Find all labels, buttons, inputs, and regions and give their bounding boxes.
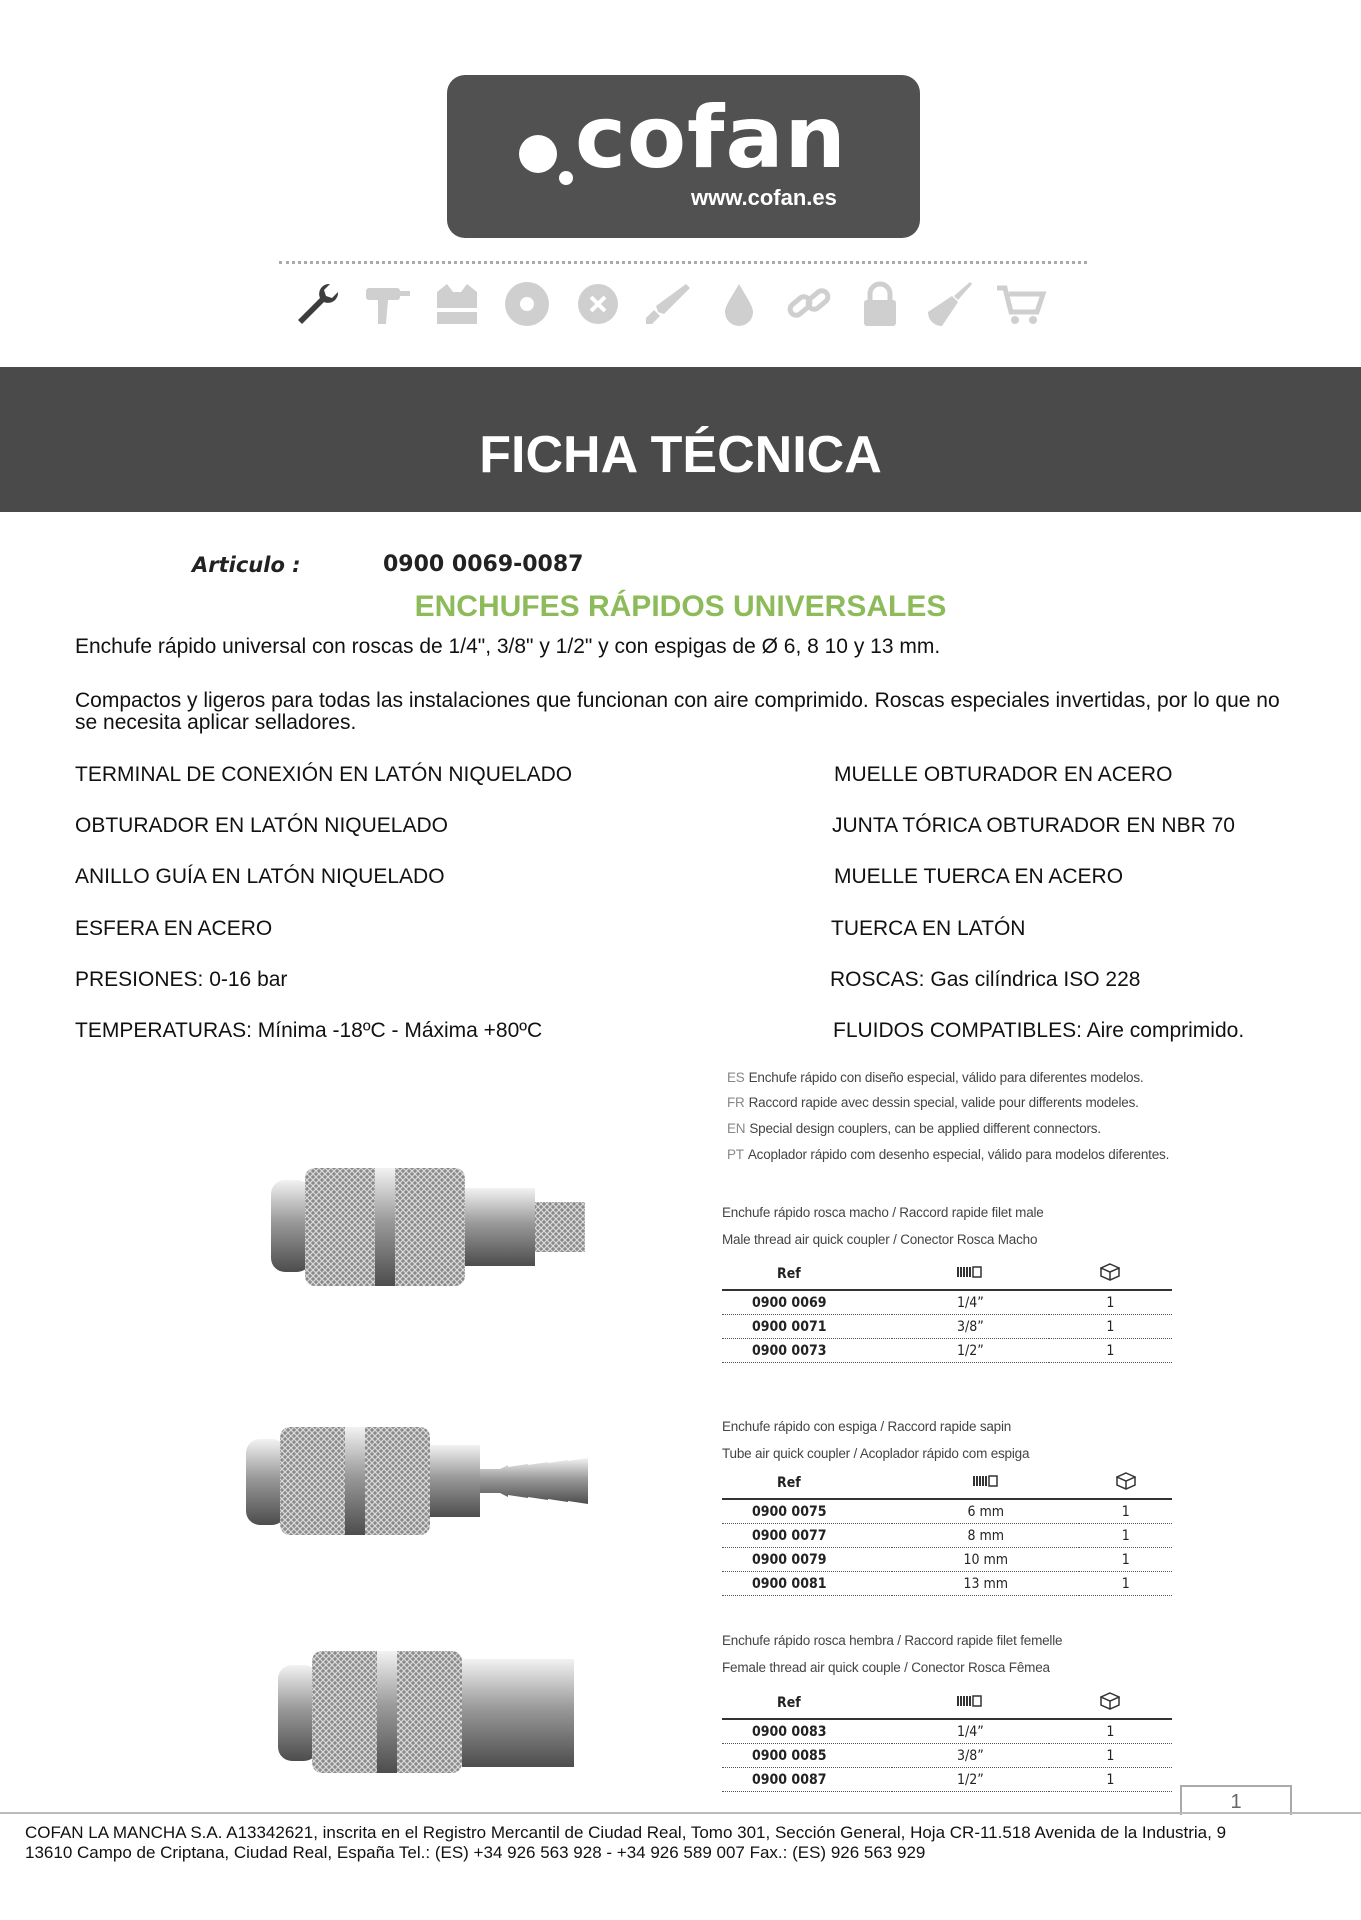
- disc-icon: [501, 278, 553, 330]
- page-title: FICHA TÉCNICA: [479, 426, 882, 484]
- section-subtitle: Male thread air quick coupler / Conector Rosca Macho: [722, 1232, 1038, 1247]
- padlock-icon: [854, 278, 906, 330]
- qty-cell: 1: [1079, 1572, 1172, 1596]
- brush-icon: [642, 278, 694, 330]
- ref-cell: 0900 0087: [722, 1768, 892, 1792]
- article-label: Articulo :: [192, 553, 301, 577]
- box-icon: [1079, 1468, 1172, 1499]
- ref-cell: 0900 0081: [722, 1572, 892, 1596]
- ref-cell: 0900 0077: [722, 1524, 892, 1548]
- qty-cell: 1: [1049, 1290, 1172, 1315]
- qty-cell: 1: [1049, 1315, 1172, 1339]
- drop-icon: [713, 278, 765, 330]
- lang-code: FR: [727, 1095, 745, 1110]
- lang-text: Enchufe rápido con diseño especial, válido para diferentes modelos.: [748, 1070, 1144, 1085]
- article-value: 0900 0069-0087: [383, 552, 584, 577]
- footer-divider: [0, 1812, 1361, 1814]
- ref-table-male: [722, 1259, 1172, 1363]
- ref-header: Ref: [722, 1468, 892, 1499]
- size-cell: 13 mm: [892, 1572, 1079, 1596]
- cart-icon: [995, 278, 1047, 330]
- logo-url: www.cofan.es: [691, 185, 837, 210]
- lang-code: PT: [727, 1147, 744, 1162]
- ref-cell: 0900 0083: [722, 1719, 892, 1744]
- footer: [25, 1823, 1345, 1863]
- qty-cell: 1: [1049, 1744, 1172, 1768]
- box-icon: [1049, 1688, 1172, 1719]
- lang-line-en: [727, 1121, 1101, 1136]
- table-row: [722, 1524, 1172, 1548]
- ref-header: Ref: [722, 1259, 892, 1290]
- spec-left: ANILLO GUÍA EN LATÓN NIQUELADO: [75, 865, 445, 888]
- spec-left: OBTURADOR EN LATÓN NIQUELADO: [75, 814, 448, 837]
- ref-cell: 0900 0071: [722, 1315, 892, 1339]
- ref-cell: 0900 0073: [722, 1339, 892, 1363]
- product-title: ENCHUFES RÁPIDOS UNIVERSALES: [414, 590, 947, 623]
- footer-line-1: COFAN LA MANCHA S.A. A13342621, inscrita en el Registro Mercantil de Ciudad Real, Tomo 301, Sección General, Hoja CR-11.518 Avenida de la Industria, 9: [25, 1823, 1227, 1842]
- ref-cell: 0900 0079: [722, 1548, 892, 1572]
- female-thread-coupler-image: [272, 1635, 592, 1790]
- qty-cell: 1: [1049, 1768, 1172, 1792]
- page-number: 1: [1180, 1785, 1292, 1815]
- lang-text: Special design couplers, can be applied different connectors.: [749, 1121, 1101, 1136]
- size-cell: 1/2”: [892, 1768, 1049, 1792]
- table-row: [722, 1499, 1172, 1524]
- spec-left: ESFERA EN ACERO: [75, 917, 273, 940]
- dotted-divider: [279, 261, 1087, 264]
- spec-right: ROSCAS: Gas cilíndrica ISO 228: [830, 968, 1141, 991]
- lang-line-pt: [727, 1147, 1169, 1162]
- table-row: [722, 1548, 1172, 1572]
- spec-right: FLUIDOS COMPATIBLES: Aire comprimido.: [833, 1019, 1245, 1042]
- lang-text: Raccord rapide avec dessin special, valide pour differents modeles.: [748, 1095, 1139, 1110]
- cofan-logo: [447, 75, 920, 238]
- chain-icon: [783, 278, 835, 330]
- thread-icon: [892, 1468, 1079, 1499]
- table-row: [722, 1315, 1172, 1339]
- logo-word: cofan: [575, 88, 847, 188]
- section-title: Enchufe rápido rosca hembra / Raccord rapide filet femelle: [722, 1633, 1063, 1648]
- ref-cell: 0900 0085: [722, 1744, 892, 1768]
- logo-dot: [519, 135, 557, 173]
- logo-dot-small: [559, 171, 573, 185]
- table-row: [722, 1572, 1172, 1596]
- section-subtitle: Tube air quick coupler / Acoplador rápido com espiga: [722, 1446, 1030, 1461]
- description-2: Compactos y ligeros para todas las instalaciones que funcionan con aire comprimido. Roscas especiales invertidas, por lo que no se necesita aplicar selladores.: [75, 689, 1280, 734]
- qty-cell: 1: [1049, 1719, 1172, 1744]
- qty-cell: 1: [1079, 1524, 1172, 1548]
- drill-icon: [360, 278, 412, 330]
- size-cell: 3/8”: [892, 1744, 1049, 1768]
- size-cell: 1/2”: [892, 1339, 1049, 1363]
- size-cell: 10 mm: [892, 1548, 1079, 1572]
- thread-icon: [892, 1259, 1049, 1290]
- table-row: [722, 1768, 1172, 1792]
- tube-coupler-image: [240, 1415, 625, 1545]
- table-row: [722, 1719, 1172, 1744]
- lang-line-fr: [727, 1095, 1139, 1110]
- table-row: [722, 1339, 1172, 1363]
- wrench-icon: [290, 278, 342, 330]
- category-icons: [290, 278, 1080, 336]
- size-cell: 8 mm: [892, 1524, 1079, 1548]
- lang-code: ES: [727, 1070, 745, 1085]
- size-cell: 6 mm: [892, 1499, 1079, 1524]
- lang-text: Acoplador rápido com desenho especial, válido para modelos diferentes.: [747, 1147, 1170, 1162]
- lang-code: EN: [727, 1121, 746, 1136]
- spec-right: MUELLE TUERCA EN ACERO: [834, 865, 1124, 888]
- spec-right: TUERCA EN LATÓN: [831, 917, 1026, 940]
- ref-cell: 0900 0075: [722, 1499, 892, 1524]
- description-1: Enchufe rápido universal con roscas de 1/4", 3/8" y 1/2" y con espigas de Ø 6, 8 10 y 13 mm.: [75, 635, 941, 658]
- ref-header: Ref: [722, 1688, 892, 1719]
- section-subtitle: Female thread air quick couple / Conector Rosca Fêmea: [722, 1660, 1050, 1675]
- thread-icon: [892, 1688, 1049, 1719]
- section-title: Enchufe rápido rosca macho / Raccord rapide filet male: [722, 1205, 1044, 1220]
- qty-cell: 1: [1079, 1499, 1172, 1524]
- size-cell: 1/4”: [892, 1719, 1049, 1744]
- section-title: Enchufe rápido con espiga / Raccord rapide sapin: [722, 1419, 1012, 1434]
- cutting-wheel-icon: [572, 278, 624, 330]
- footer-line-2: 13610 Campo de Criptana, Ciudad Real, España Tel.: (ES) +34 926 563 928 - +34 926 589 007 Fax.: (ES) 926 563 929: [25, 1843, 926, 1862]
- box-icon: [1049, 1259, 1172, 1290]
- lang-line-es: [727, 1070, 1143, 1085]
- spec-right: JUNTA TÓRICA OBTURADOR EN NBR 70: [832, 814, 1235, 837]
- spec-left: TEMPERATURAS: Mínima -18ºC - Máxima +80ºC: [75, 1019, 543, 1042]
- trowel-icon: [924, 278, 976, 330]
- ref-table-tube: [722, 1468, 1172, 1596]
- ref-cell: 0900 0069: [722, 1290, 892, 1315]
- ref-table-female: [722, 1688, 1172, 1792]
- spec-left: TERMINAL DE CONEXIÓN EN LATÓN NIQUELADO: [75, 763, 573, 786]
- size-cell: 3/8”: [892, 1315, 1049, 1339]
- table-row: [722, 1744, 1172, 1768]
- qty-cell: 1: [1049, 1339, 1172, 1363]
- safety-vest-icon: [431, 278, 483, 330]
- title-banner: [0, 367, 1361, 512]
- qty-cell: 1: [1079, 1548, 1172, 1572]
- spec-left: PRESIONES: 0-16 bar: [75, 968, 288, 991]
- spec-right: MUELLE OBTURADOR EN ACERO: [834, 763, 1173, 786]
- male-thread-coupler-image: [265, 1150, 605, 1300]
- size-cell: 1/4”: [892, 1290, 1049, 1315]
- table-row: [722, 1290, 1172, 1315]
